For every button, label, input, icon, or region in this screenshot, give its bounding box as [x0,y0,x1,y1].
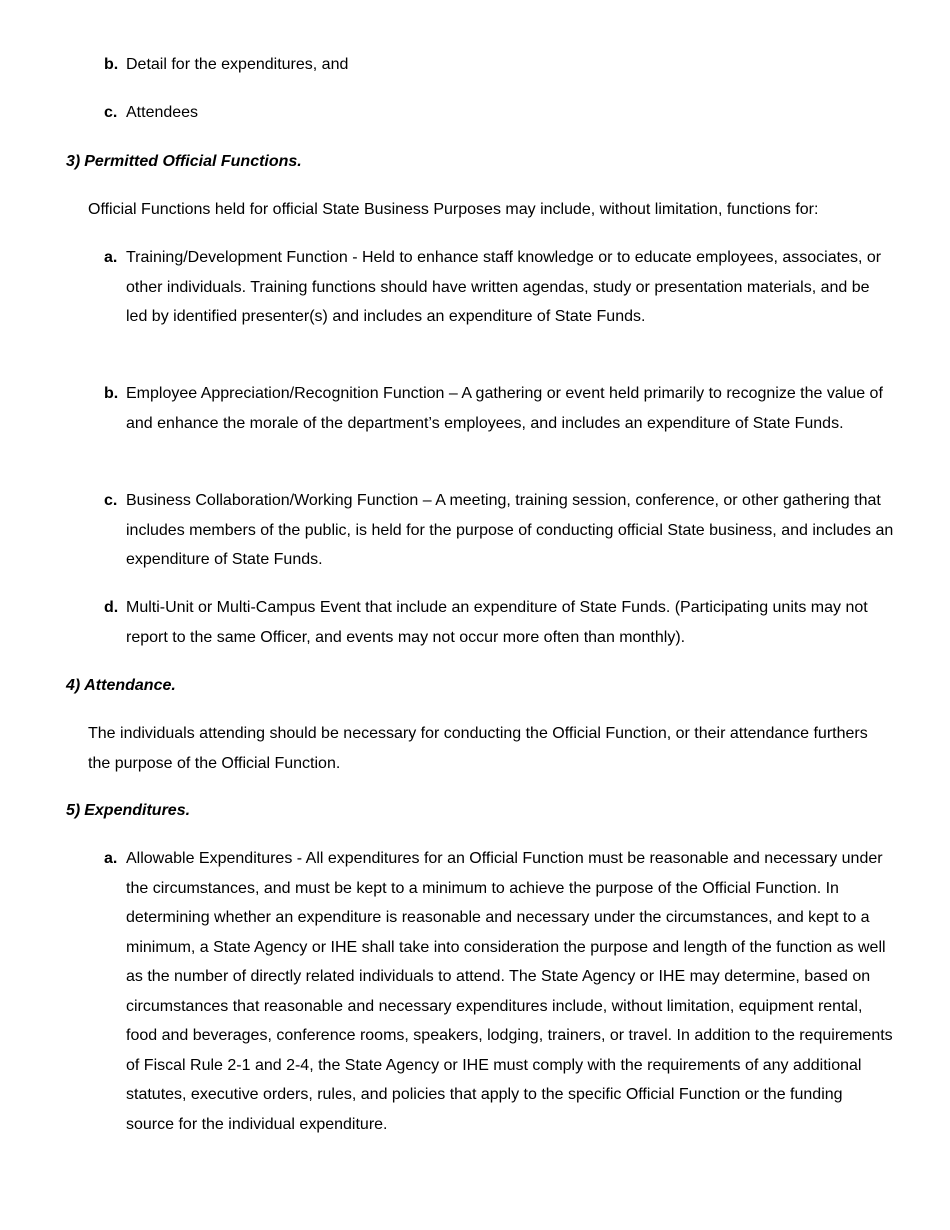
list-marker: c. [104,492,118,509]
section-number: 5) [66,802,81,819]
list-marker: a. [104,249,118,266]
section-title: Attendance. [84,677,176,694]
list-marker: a. [104,850,118,867]
list-item [104,379,894,438]
section-number: 3) [66,153,81,170]
list-item [104,593,894,652]
section-intro: Official Functions held for official State Business Purposes may include, without limitation, functions for: [88,201,819,218]
list-item-text: Training/Development Function - Held to enhance staff knowledge or to educate employees, associates, or other individuals. Training functions should have written agendas, study or presentation materials, and be led by identified presenter(s) and includes an expenditure of State Funds. [126,249,882,325]
section-number: 4) [66,677,81,694]
list-item [104,844,894,1139]
list-item-text: Allowable Expenditures - All expenditures for an Official Function must be reasonable and necessary under the circumstances, and must be kept to a minimum to achieve the purpose of the Official Function. In determining whether an expenditure is reasonable and necessary under the circumstances, and kept to a minimum, a State Agency or IHE shall take into consideration the purpose and length of the function as well as the number of directly related individuals to attend. The State Agency or IHE may determine, based on circumstances that reasonable and necessary expenditures include, without limitation, equipment rental, food and beverages, conference rooms, speakers, lodging, trainers, or travel. In addition to the requirements of Fiscal Rule 2-1 and 2-4, the State Agency or IHE must comply with the requirements of any additional statutes, executive orders, rules, and policies that apply to the specific Official Function or the funding source for the individual expenditure. [126,850,893,1133]
list-marker: c. [104,104,118,121]
list-item-text: Multi-Unit or Multi-Campus Event that include an expenditure of State Funds. (Participating units may not report to the same Officer, and events may not occur more often than monthly). [126,599,868,646]
section-title: Expenditures. [84,802,191,819]
list-item [104,243,894,332]
list-item-text: Attendees [126,104,199,121]
list-item [104,98,894,128]
list-item-text: Detail for the expenditures, and [126,56,349,73]
list-marker: b. [104,385,119,402]
section-heading [66,796,190,826]
list-item [104,486,894,575]
section-heading [66,671,176,701]
list-item-text: Business Collaboration/Working Function – A meeting, training session, conference, or other gathering that includes members of the public, is held for the purpose of conducting official State business, and includes an expenditure of State Funds. [126,492,894,568]
list-item [104,50,894,80]
section-title: Permitted Official Functions. [84,153,302,170]
list-item-text: Employee Appreciation/Recognition Function – A gathering or event held primarily to recognize the value of and enhance the morale of the department’s employees, and includes an expenditure of State Funds. [126,385,883,432]
list-marker: b. [104,56,119,73]
section-body: The individuals attending should be necessary for conducting the Official Function, or their attendance furthers the purpose of the Official Function. [88,725,868,772]
section-heading [66,147,302,177]
list-marker: d. [104,599,119,616]
